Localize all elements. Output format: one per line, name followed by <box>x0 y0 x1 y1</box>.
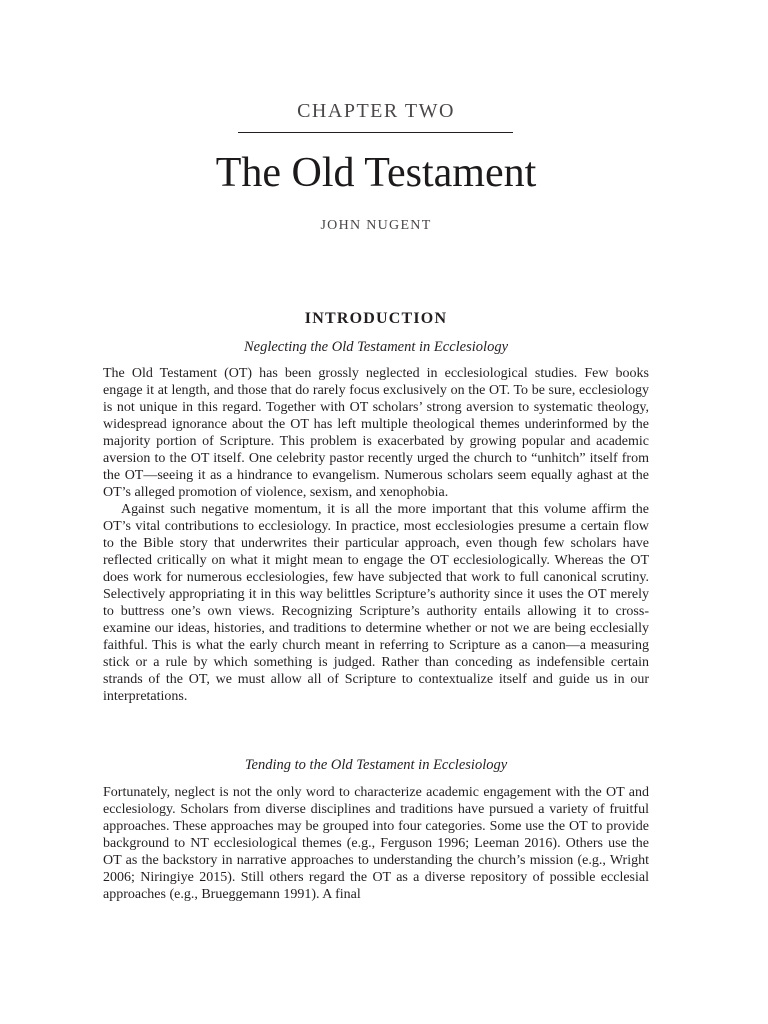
chapter-label: CHAPTER TWO <box>297 100 455 122</box>
paragraph: Against such negative momentum, it is all the more important that this volume affirm the OT’s vital contributions to ecclesiology. In practice, most ecclesiologies presume a certain flow to the Bible story that underwrites their particular approach, even though few scholars have reflected critically on what it might mean to engage the OT ecclesiologically. Whereas the OT does work for numerous ecclesiologies, few have subjected that work to full canonical scrutiny. Selectively appropriating it in this way belittles Scripture’s authority since it uses the OT merely to buttress one’s own views. Recognizing Scripture’s authority entails allowing it to cross-examine our ideas, histories, and traditions to determine whether or not we are being ecclesially faithful. This is what the early church meant in referring to Scripture as a canon—a measuring stick or a rule by which something is judged. Rather than conceding as indefensible certain strands of the OT, we must allow all of Scripture to contextualize itself and guide us in our interpretations. <box>103 502 649 704</box>
section-heading: INTRODUCTION <box>304 310 448 327</box>
subsection-title: Tending to the Old Testament in Ecclesiology <box>244 757 508 773</box>
subsection-title: Neglecting the Old Testament in Ecclesiology <box>243 339 509 355</box>
body-text-block <box>103 784 649 903</box>
author-name: JOHN NUGENT <box>320 218 432 233</box>
chapter-title: The Old Testament <box>215 150 537 196</box>
chapter-rule <box>238 132 513 133</box>
paragraph: Fortunately, neglect is not the only word to characterize academic engagement with the OT and ecclesiology. Scholars from diverse disciplines and traditions have pursued a variety of fruitful approaches. These approaches may be grouped into four categories. Some use the OT to provide background to NT ecclesiological themes (e.g., Ferguson 1996; Leeman 2016). Others use the OT as the backstory in narrative approaches to understanding the church’s mission (e.g., Wright 2006; Niringiye 2015). Still others regard the OT as a diverse repository of possible ecclesial approaches (e.g., Brueggemann 1991). A final <box>103 785 649 902</box>
paragraph: The Old Testament (OT) has been grossly neglected in ecclesiological studies. Few books engage it at length, and those that do rarely focus exclusively on the OT. To be sure, ecclesiology is not unique in this regard. Together with OT scholars’ strong aversion to systematic theology, widespread ignorance about the OT has left multiple theological themes underinformed by the majority portion of Scripture. This problem is exacerbated by growing popular and academic aversion to the OT itself. One celebrity pastor recently urged the church to “unhitch” itself from the OT—seeing it as a hindrance to evangelism. Numerous scholars seem equally aghast at the OT’s alleged promotion of violence, sexism, and xenophobia. <box>103 366 649 500</box>
body-text-block <box>103 365 649 705</box>
